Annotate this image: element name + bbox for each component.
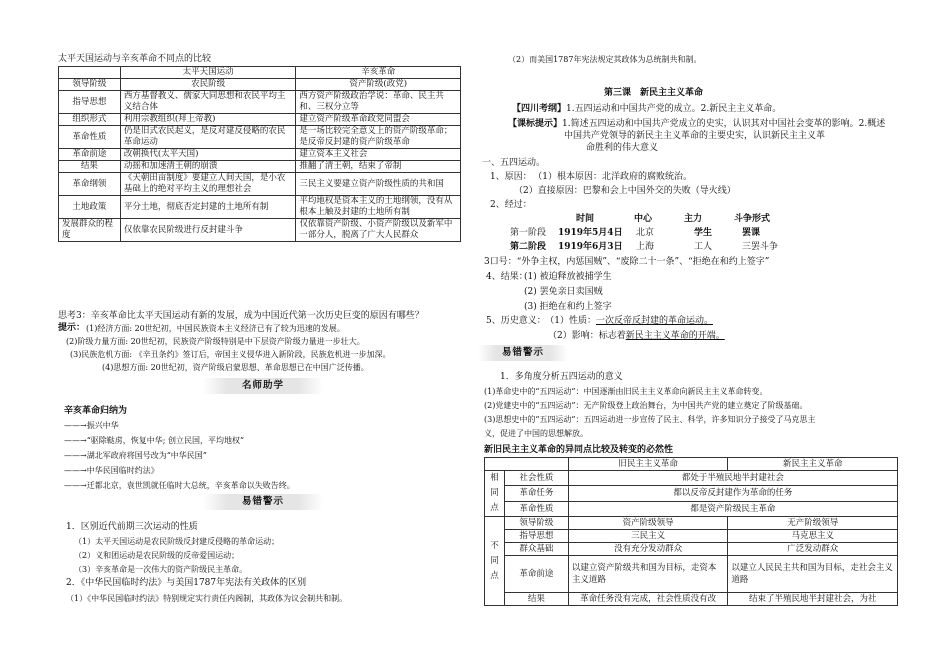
lesson-title: 第三课 新民主主义革命 [604, 88, 704, 98]
table-row: 不同点 领导阶级 资产阶级领导 无产阶级领导 [485, 517, 898, 530]
table-row: 指导思想 西方基督教义、儒家大同思想和农民平均主义结合体 西方资产阶级政治学说：革命、民主共和、三权分立等 [59, 91, 461, 114]
error-title-1: 1．区别近代前期三次运动的性质 [66, 522, 198, 532]
proc-phase-1: 第一阶段 [510, 228, 547, 238]
compare2-table [484, 457, 898, 606]
error-title-2: 2．《中华民国临时约法》与美国1787年宪法有关政体的区别 [66, 578, 307, 588]
table-row: 群众基础 没有充分发动群众 广泛发动群众 [485, 543, 898, 556]
table-row: 土地政策 平分土地，彻底否定封建的土地所有制 平均地权是资本主义的土地纲领，没有从根本上触及封建的土地所有制 [59, 196, 461, 219]
result-item: (1) 被迫释放被捕学生 [524, 272, 612, 282]
proc-date-1: 1919年5月4日 [558, 228, 623, 238]
error-item: (2)党建史中的“五四运动”：无产阶级登上政治舞台，为中国共产党的建立奠定了阶级基础。 [484, 401, 808, 410]
table-row: 发展群众的程度 仅依靠农民阶级进行反封建斗争 仅依靠资产阶级、小资产阶级以及新军中一部分人，脱离了广大人民群众 [59, 219, 461, 242]
error-item: （1）《中华民国临时约法》特别规定实行责任内阁制，其政体为议会制共和制。 [66, 594, 348, 603]
error-item: （1）太平天国运动是农民阶级反封建反侵略的革命运动； [74, 537, 280, 546]
summary-item: ——→湖北军政府将国号改为“中华民国” [64, 451, 207, 460]
same-label: 相同点 [485, 471, 505, 517]
result-item: (2) 罢免亲日卖国贼 [524, 287, 603, 297]
summary-title: 辛亥革命归纳为 [64, 406, 128, 416]
table-row: 指导思想 三民主义 马克思主义 [485, 530, 898, 543]
section-badge-error-warning: 易错警示 [203, 494, 323, 510]
error-title: 1．多角度分析五四运动的意义 [500, 372, 623, 382]
error-item: （2）义和团运动是农民阶级的反帝爱国运动； [74, 551, 240, 560]
proc-form-2: 三罢斗争 [742, 242, 779, 252]
compare-table [58, 66, 461, 242]
exam-outline: 【四川考纲】1.五四运动和中国共产党的成立。2.新民主主义革命。 [512, 104, 782, 114]
standard-hint-line2: 中国共产党领导的新民主主义革命的主要史实，认识新民主主义革 [564, 131, 826, 141]
compare-head-a: 太平天国运动 [120, 67, 296, 79]
proc-phase-2: 第二阶段 [510, 242, 547, 252]
table-row: 革命性质 都是资产阶级民主革命 [485, 501, 898, 516]
significance-line-2: （2）影响：标志着新民主主义革命的开端。 [548, 331, 725, 341]
proc-head-center: 中心 [634, 214, 653, 224]
slogan: 3口号：“外争主权，内惩国贼”、“废除二十一条”、“拒绝在和约上签字” [484, 257, 770, 267]
compare-head-b: 辛亥革命 [296, 67, 461, 79]
hint-2: (2)阶级力量方面: 20世纪初，民族资产阶级特别是中下层资产阶级力量进一步壮大。 [66, 337, 365, 346]
significance-line-1: 5、历史意义： （1）性质：一次反帝反封建的革命运动。 [486, 316, 713, 326]
think-question: 思考3：辛亥革命比太平天国运动有新的发展，成为中国近代第一次历史巨变的原因有哪些？ [58, 311, 424, 321]
result-label: 4、结果： [486, 272, 528, 282]
compare-title: 太平天国运动与辛亥革命不同点的比较 [58, 54, 212, 64]
diff-label: 不同点 [485, 517, 505, 606]
proc-center-1: 北京 [636, 228, 655, 238]
summary-item: ——→振兴中华 [64, 421, 119, 430]
proc-force-1: 学生 [694, 228, 713, 238]
proc-force-2: 工人 [694, 242, 713, 252]
hint-4: (4)思想方面: 20世纪初，资产阶级启蒙思想、革命思想已在中国广泛传播。 [102, 363, 369, 372]
cause-line-2: （2）直接原因：巴黎和会上中国外交的失败（导火线） [514, 186, 736, 196]
proc-head-force: 主力 [684, 214, 703, 224]
result-item: (3) 拒绝在和约上签字 [524, 302, 612, 312]
hint-1: (1)经济方面: 20世纪初，中国民族资本主义经济已有了较为迅速的发展。 [86, 324, 345, 333]
summary-item: ——→“驱除鞑虏，恢复中华; 创立民国，平均地权” [64, 436, 245, 445]
top-line: （2）而美国1787年宪法规定其政体为总统制共和制。 [508, 55, 702, 64]
compare2-head-b: 新民主主义革命 [728, 458, 898, 471]
table-row: 相同点 社会性质 都处于半殖民地半封建社会 [485, 471, 898, 486]
compare2-head-a: 旧民主主义革命 [568, 458, 728, 471]
hint-3: (3)民族危机方面: 《辛丑条约》签订后，帝国主义侵华进入新阶段，民族危机进一步加深。 [70, 350, 391, 359]
summary-item: ——→中华民国临时约法》 [64, 466, 159, 475]
proc-center-2: 上海 [636, 242, 655, 252]
table-row: 组织形式 利用宗教组织(拜上帝教) 建立资产阶级革命政党同盟会 [59, 114, 461, 126]
proc-head-time: 时间 [576, 214, 595, 224]
standard-hint: 【课标提示】1.简述五四运动和中国共产党成立的史实，认识其对中国社会变革的影响。2.概述 [508, 119, 886, 129]
error-item: (1)革命史中的“五四运动”：中国逐渐由旧民主主义革命向新民主主义革命转变。 [484, 387, 768, 396]
standard-hint-line3: 命胜利的伟大意义 [586, 143, 659, 153]
table-row: 革命前途 以建立资产阶级共和国为目标，走资本主义道路 以建立人民民主共和国为目标，走社会主义道路 [485, 556, 898, 593]
section-badge-error-warning-2: 易错警示 [478, 345, 568, 361]
proc-form-1: 罢课 [742, 228, 761, 238]
table-row: 革命前途 改朝换代(太平天国) 建立资本主义社会 [59, 149, 461, 161]
compare2-header-row [485, 458, 898, 471]
error-item: 义，促进了中国的思想解放。 [484, 429, 588, 438]
table-row: 革命性质 仍是旧式农民起义，是反对建反侵略的农民革命运动 是一场比较完全意义上的资产阶级革命；是反帝反封建的资产阶级革命 [59, 126, 461, 149]
proc-head-form: 斗争形式 [734, 214, 771, 224]
proc-date-2: 1919年6月3日 [558, 242, 623, 252]
compare2-title: 新旧民主主义革命的异同点比较及转变的必然性 [484, 445, 674, 455]
table-row: 革命纲领 《天朝田亩制度》要建立人间天国，是小农基础上的绝对平均主义的理想社会 三民主义要建立资产阶级性质的共和国 [59, 173, 461, 196]
process-label: 2、经过： [490, 200, 532, 210]
hint-label: 提示： [58, 323, 86, 333]
compare-header-row [59, 67, 461, 79]
table-row: 结果 革命任务没有完成，社会性质没有改 结束了半殖民地半封建社会，为社 [485, 593, 898, 606]
section-badge-teacher-help: 名师助学 [203, 378, 323, 394]
table-row: 领导阶级 农民阶级 资产阶级(政党) [59, 79, 461, 91]
summary-item: ——→迁都北京，袁世凯就任临时大总统，辛亥革命以失败告终。 [64, 481, 295, 490]
error-item: （3）辛亥革命是一次伟大的资产阶级民主革命。 [74, 565, 248, 574]
table-row: 结果 动摇和加速清王朝的崩溃 推翻了清王朝，结束了帝制 [59, 161, 461, 173]
cause-line-1: 1、原因： （1）根本原因：北洋政府的腐败统治。 [490, 172, 692, 182]
table-row: 革命任务 都以反帝反封建作为革命的任务 [485, 486, 898, 501]
error-item: (3)思想史中的“五四运动”：五四运动进一步宣传了民主、科学，许多知识分子接受了马克思主 [484, 415, 816, 424]
section-may-fourth: 一、五四运动。 [482, 158, 546, 168]
